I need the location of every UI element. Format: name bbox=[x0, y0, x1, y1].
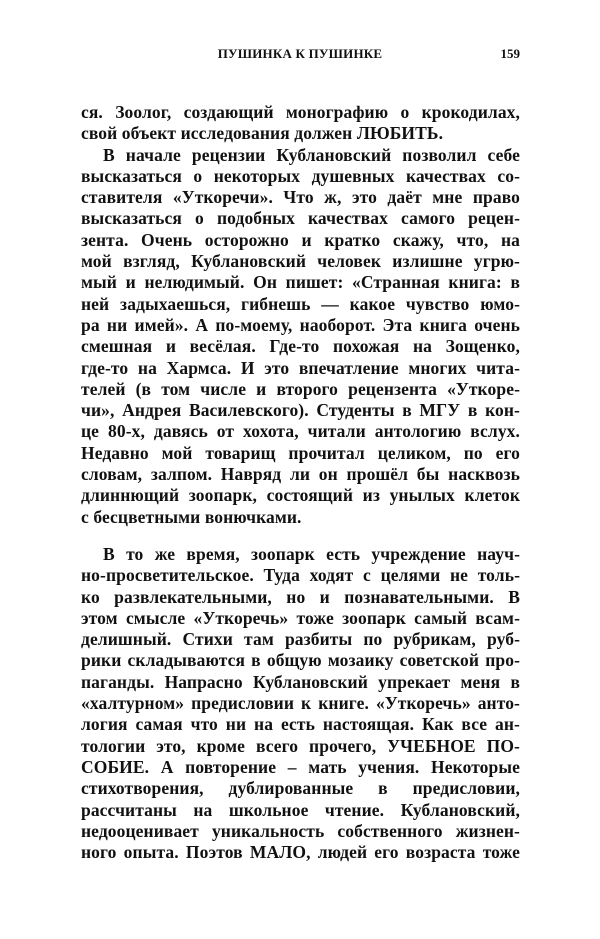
text-line: В начале рецензии Кублановский позволил себе bbox=[103, 144, 520, 165]
text-line: высказаться о подобных качествах самого рецен- bbox=[81, 208, 520, 229]
text-line: В то же время, зоопарк есть учреждение науч- bbox=[103, 543, 520, 564]
text-line: свой объект исследования должен ЛЮБИТЬ. bbox=[81, 123, 444, 144]
text-line: телей (в том числе и второго рецензента «Уткоре- bbox=[81, 378, 520, 399]
text-line: ного опыта. Поэтов МАЛО, людей его возраста тоже bbox=[81, 842, 520, 863]
body-text bbox=[81, 102, 520, 863]
text-line: логия самая что ни на есть настоящая. Как все ан- bbox=[81, 714, 520, 735]
text-line: чи», Андрея Василевского). Студенты в МГУ в кон- bbox=[81, 400, 520, 421]
text-line: рики складываются в общую мозаику советской про- bbox=[81, 650, 520, 671]
text-line: це 80-х, давясь от хохота, читали антологию вслух. bbox=[81, 421, 520, 442]
text-line: высказаться о некоторых душевных качествах со- bbox=[81, 165, 520, 186]
text-line: паганды. Напрасно Кублановский упрекает меня в bbox=[81, 671, 520, 692]
running-title: ПУШИНКА К ПУШИНКЕ bbox=[217, 46, 383, 61]
text-line: стихотворения, дублированные в предисловии, bbox=[81, 778, 520, 799]
paragraph bbox=[81, 102, 520, 145]
text-line: рассчитаны на школьное чтение. Кублановский, bbox=[81, 799, 520, 820]
text-line: «халтурном» предисловии к книге. «Уткоречь» анто- bbox=[81, 693, 520, 714]
text-line: ко развлекательными, но и познавательными. В bbox=[81, 586, 520, 607]
text-line: мый и нелюдимый. Он пишет: «Странная книга: в bbox=[81, 272, 520, 293]
paragraph bbox=[81, 145, 520, 528]
text-line: зента. Очень осторожно и кратко скажу, что, на bbox=[81, 229, 520, 250]
text-line: тологии это, кроме всего прочего, УЧЕБНОЕ ПО- bbox=[81, 735, 520, 756]
text-line: ставителя «Уткоречи». Что ж, это даёт мне право bbox=[81, 187, 520, 208]
text-line: ся. Зоолог, создающий монографию о крокодилах, bbox=[81, 102, 520, 122]
text-line: недооценивает уникальность собственного жизнен- bbox=[81, 820, 520, 841]
text-line: длиннющий зоопарк, состоящий из унылых клеток bbox=[81, 485, 520, 506]
text-line: где-то на Хармса. И это впечатление многих чита- bbox=[81, 357, 520, 378]
text-line: делишный. Стихи там разбиты по рубрикам, руб- bbox=[81, 629, 520, 650]
text-line: ней задыхаешься, гибнешь — какое чувство юмо- bbox=[81, 293, 520, 314]
paragraph bbox=[81, 544, 520, 863]
text-line: ра ни имей». А по-моему, наоборот. Эта книга очень bbox=[81, 314, 520, 335]
text-line: мой взгляд, Кублановский человек излишне угрю- bbox=[81, 251, 520, 272]
text-line: но-просветительское. Туда ходят с целями не толь- bbox=[81, 565, 520, 586]
text-line: Недавно мой товарищ прочитал целиком, по его bbox=[81, 442, 520, 463]
text-line: этом смысле «Уткоречь» тоже зоопарк самый всам- bbox=[81, 607, 520, 628]
text-line: СОБИЕ. А повторение – мать учения. Некоторые bbox=[81, 756, 520, 777]
text-line: смешная и весёлая. Где-то похожая на Зощенко, bbox=[81, 336, 520, 357]
text-line: словам, залпом. Навряд ли он прошёл бы насквозь bbox=[81, 464, 520, 485]
page-number: 159 bbox=[500, 46, 520, 61]
text-line: с бесцветными вонючками. bbox=[81, 506, 302, 527]
running-head bbox=[80, 46, 520, 66]
